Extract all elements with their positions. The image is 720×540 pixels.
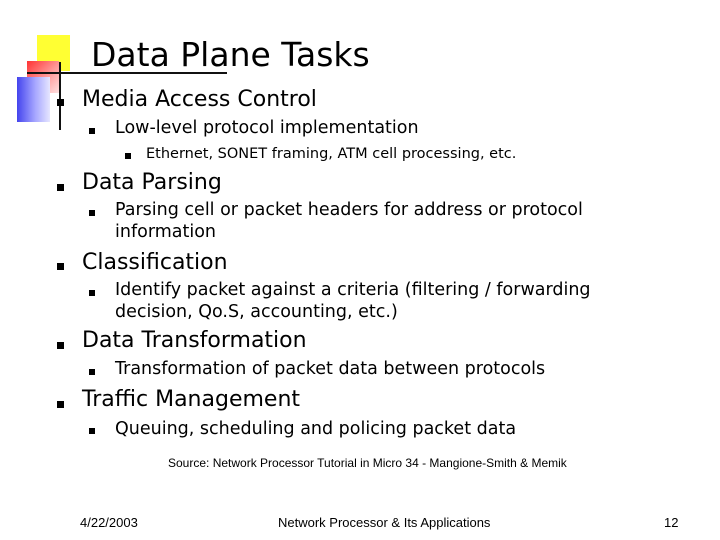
sub-bullet-marker xyxy=(89,128,95,134)
sub-bullet-parsing-line1: Parsing cell or packet headers for address or protocol xyxy=(115,200,583,220)
decor-vertical-line xyxy=(59,62,61,130)
bullet-classification: Classification xyxy=(82,250,228,275)
sub-bullet-identify-line2: decision, Qo.S, accounting, etc.) xyxy=(115,302,398,322)
sub-bullet-identify-line1: Identify packet against a criteria (filtering / forwarding xyxy=(115,280,591,300)
sub-bullet-marker xyxy=(89,210,95,216)
bullet-marker xyxy=(57,401,64,408)
source-citation: Source: Network Processor Tutorial in Micro 34 - Mangione-Smith & Memik xyxy=(168,456,567,470)
slide-title: Data Plane Tasks xyxy=(91,35,370,74)
bullet-marker xyxy=(57,342,64,349)
bullet-marker xyxy=(57,263,64,270)
sub-sub-bullet-marker xyxy=(125,153,131,159)
sub-bullet-transformation: Transformation of packet data between protocols xyxy=(115,359,546,379)
bullet-traffic-management: Traffic Management xyxy=(82,387,301,412)
bullet-data-parsing: Data Parsing xyxy=(82,170,222,195)
sub-bullet-marker xyxy=(89,428,95,434)
bullet-media-access-control: Media Access Control xyxy=(82,87,317,112)
bullet-data-transformation: Data Transformation xyxy=(82,328,307,353)
bullet-marker xyxy=(57,99,64,106)
sub-bullet-parsing-line2: information xyxy=(115,222,217,242)
sub-bullet-low-level: Low-level protocol implementation xyxy=(115,118,419,138)
sub-bullet-marker xyxy=(89,369,95,375)
sub-sub-bullet-ethernet: Ethernet, SONET framing, ATM cell processing, etc. xyxy=(146,146,517,162)
bullet-marker xyxy=(57,184,64,191)
footer-title: Network Processor & Its Applications xyxy=(278,515,491,530)
sub-bullet-queuing: Queuing, scheduling and policing packet data xyxy=(115,419,517,439)
decor-blue-square xyxy=(17,77,50,122)
footer-page-number: 12 xyxy=(664,515,679,530)
sub-bullet-marker xyxy=(89,290,95,296)
footer-date: 4/22/2003 xyxy=(80,515,138,530)
